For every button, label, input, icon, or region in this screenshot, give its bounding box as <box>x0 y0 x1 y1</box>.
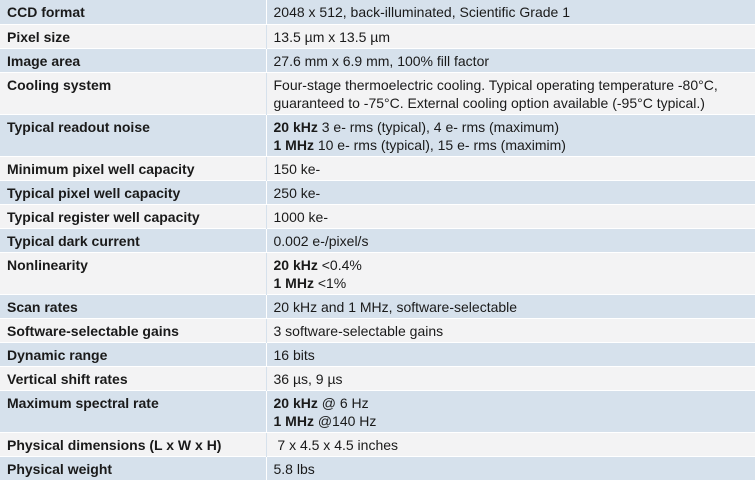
table-row <box>0 24 755 48</box>
spec-value-spectral-rate <box>266 390 755 432</box>
table-row <box>0 228 755 252</box>
table-row <box>0 342 755 366</box>
spec-value-dark-current: 0.002 e-/pixel/s <box>266 228 755 252</box>
mode-value: @ 6 Hz <box>317 394 369 411</box>
spec-value-min-pixel-well: 150 ke- <box>266 156 755 180</box>
mode-value: <1% <box>313 274 347 291</box>
spec-label-image-area: Image area <box>0 48 266 72</box>
mode-value: <0.4% <box>317 256 362 273</box>
spec-label-min-pixel-well: Minimum pixel well capacity <box>0 156 266 180</box>
table-row <box>0 156 755 180</box>
mode-value: 3 e- rms (typical), 4 e- rms (maximum) <box>317 118 559 135</box>
spec-label-weight: Physical weight <box>0 456 266 480</box>
spec-value-image-area: 27.6 mm x 6.9 mm, 100% fill factor <box>266 48 755 72</box>
spec-value-readout-noise <box>266 114 755 156</box>
spec-label-register-well: Typical register well capacity <box>0 204 266 228</box>
spec-value-nonlinearity <box>266 252 755 294</box>
spec-label-vertical-shift: Vertical shift rates <box>0 366 266 390</box>
spec-label-scan-rates: Scan rates <box>0 294 266 318</box>
mode-label: 1 MHz <box>273 274 314 291</box>
table-row <box>0 390 755 432</box>
spec-label-readout-noise: Typical readout noise <box>0 114 266 156</box>
spec-label-pixel-size: Pixel size <box>0 24 266 48</box>
spec-label-dark-current: Typical dark current <box>0 228 266 252</box>
spec-value-ccd-format: 2048 x 512, back-illuminated, Scientific Grade 1 <box>266 0 755 24</box>
cooling-line-2: guaranteed to -75°C. External cooling option available (-95°C typical.) <box>273 94 705 111</box>
mode-label: 20 kHz <box>273 256 318 273</box>
mode-value: @140 Hz <box>313 412 377 429</box>
spec-label-dimensions: Physical dimensions (L x W x H) <box>0 432 266 456</box>
spec-value-gains: 3 software-selectable gains <box>266 318 755 342</box>
cooling-line-1: Four-stage thermoelectric cooling. Typical operating temperature -80°C, <box>273 76 718 93</box>
table-row <box>0 180 755 204</box>
nonlinearity-20khz <box>274 256 750 274</box>
spec-value-register-well: 1000 ke- <box>266 204 755 228</box>
spec-value-dynamic-range: 16 bits <box>266 342 755 366</box>
spec-label-typ-pixel-well: Typical pixel well capacity <box>0 180 266 204</box>
spec-value-scan-rates: 20 kHz and 1 MHz, software-selectable <box>266 294 755 318</box>
spec-label-nonlinearity: Nonlinearity <box>0 252 266 294</box>
spec-label-ccd-format: CCD format <box>0 0 266 24</box>
mode-label: 20 kHz <box>273 394 318 411</box>
spec-label-dynamic-range: Dynamic range <box>0 342 266 366</box>
table-row <box>0 114 755 156</box>
spec-value-vertical-shift: 36 µs, 9 µs <box>266 366 755 390</box>
table-row <box>0 204 755 228</box>
spec-value-cooling-system <box>266 72 755 114</box>
mode-label: 20 kHz <box>273 118 318 135</box>
spectral-rate-1mhz <box>274 412 750 430</box>
readout-noise-1mhz <box>274 136 750 154</box>
spec-value-pixel-size: 13.5 µm x 13.5 µm <box>266 24 755 48</box>
table-row <box>0 432 755 456</box>
spec-value-typ-pixel-well: 250 ke- <box>266 180 755 204</box>
table-row <box>0 252 755 294</box>
spec-label-gains: Software-selectable gains <box>0 318 266 342</box>
nonlinearity-1mhz <box>274 274 750 292</box>
mode-value: 10 e- rms (typical), 15 e- rms (maximim) <box>313 136 566 153</box>
spec-label-cooling-system: Cooling system <box>0 72 266 114</box>
table-row <box>0 0 755 24</box>
spec-value-dimensions: 7 x 4.5 x 4.5 inches <box>266 432 755 456</box>
table-row <box>0 318 755 342</box>
spec-label-spectral-rate: Maximum spectral rate <box>0 390 266 432</box>
table-row <box>0 72 755 114</box>
spec-value-weight: 5.8 lbs <box>266 456 755 480</box>
spectral-rate-20khz <box>274 394 750 412</box>
table-row <box>0 366 755 390</box>
readout-noise-20khz <box>274 118 750 136</box>
mode-label: 1 MHz <box>273 136 314 153</box>
table-row <box>0 294 755 318</box>
mode-label: 1 MHz <box>273 412 314 429</box>
table-row <box>0 456 755 480</box>
table-row <box>0 48 755 72</box>
